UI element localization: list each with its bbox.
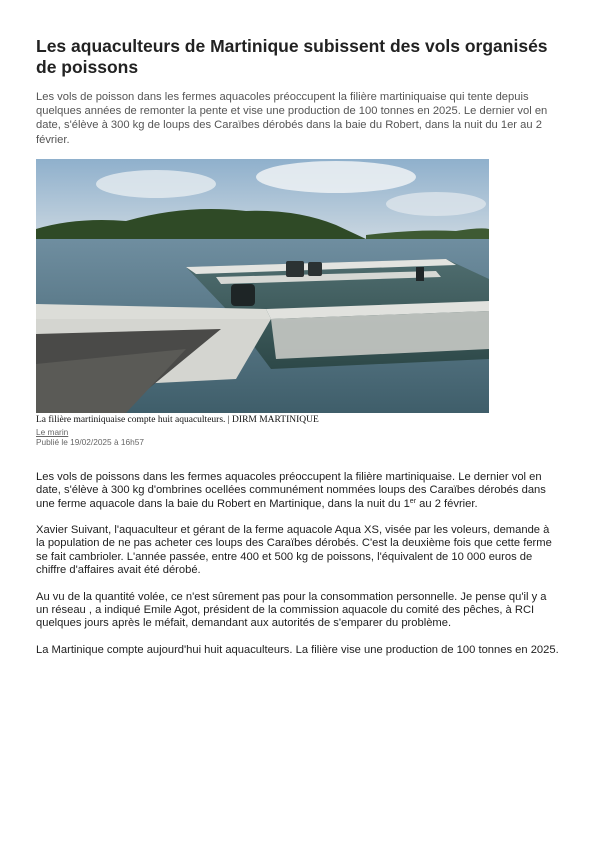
paragraph-4: La Martinique compte aujourd'hui huit aquaculteurs. La filière vise une production de 100 tonnes en 2025. — [36, 643, 559, 656]
paragraph-1-end: au 2 février. — [416, 497, 478, 510]
article-body — [36, 471, 559, 657]
paragraph-2: Xavier Suivant, l'aquaculteur et gérant de la ferme aquacole Aqua XS, visée par les voleurs, demande à la population de ne pas acheter ces loups des Caraïbes dérobés. C'est la deuxième fois que cette ferme se fait cambrioler. L'année passée, entre 400 et 500 kg de poissons, l'équivalent de 10 000 euros de chiffre d'affaires avait été dérobé. — [36, 524, 552, 577]
article — [36, 36, 559, 670]
paragraph-1 — [36, 471, 559, 511]
article-title: Les aquaculteurs de Martinique subissent des vols organisés de poissons — [36, 36, 548, 77]
photo-caption: La filière martiniquaise compte huit aquaculteurs. | DIRM MARTINIQUE — [36, 414, 319, 425]
paragraph-3: Au vu de la quantité volée, ce n'est sûrement pas pour la consommation personnelle. Je pense qu'il y a un réseau , a indiqué Emile Agot, président de la commission aquacole du comité des pêches, à RCI quelques jours après le méfait, demandant aux autorités de s'emparer du problème. — [36, 590, 547, 630]
paragraph-1-text: Les vols de poissons dans les fermes aquacoles préoccupent la filière martiniquaise. Le dernier vol en date, s'élève à 300 kg d'ombrines ocellées communément nommées loups des Caraïbes dérobés dans une ferme aquacole dans la baie du Robert en Martinique, dans la nuit du 1 — [36, 470, 546, 510]
article-photo — [36, 159, 489, 413]
published-date: Publié le 19/02/2025 à 16h57 — [36, 436, 144, 447]
paragraph-1-sup: er — [409, 497, 417, 505]
location-link[interactable]: Le marin — [36, 426, 69, 437]
article-lead: Les vols de poisson dans les fermes aquacoles préoccupent la filière martiniquaise qui tente depuis quelques années de remonter la pente et vise une production de 100 tonnes en 2025. Le dernier vol en date, s'élève à 300 kg de loups des Caraïbes dérobés dans la baie du Robert, dans la nuit du 1er au 2 février. — [36, 91, 548, 146]
